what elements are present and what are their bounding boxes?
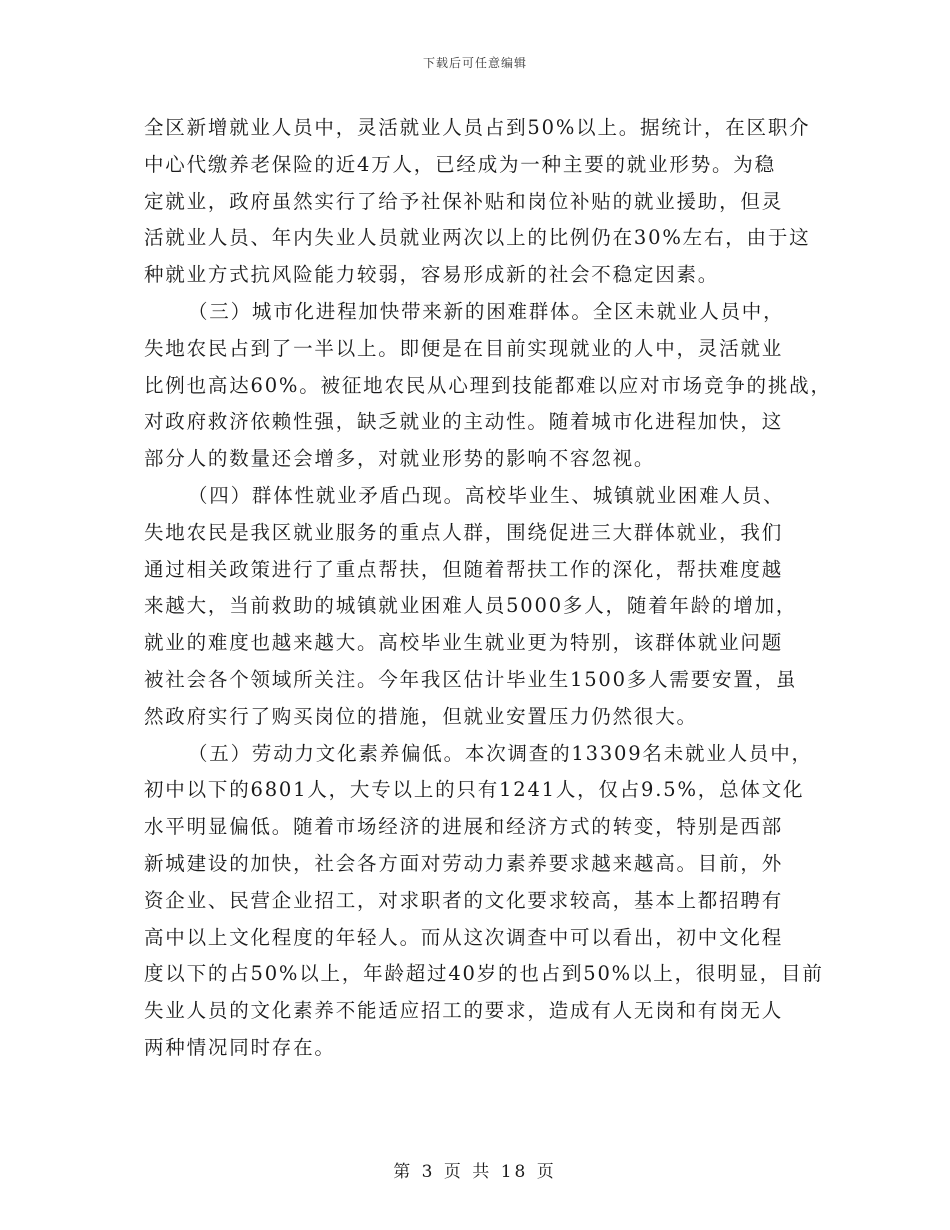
page-header-note: 下载后可任意编辑: [422, 56, 527, 70]
text-line: 部分人的数量还会增多，对就业形势的影响不容忽视。: [144, 447, 656, 471]
text-line: 通过相关政策进行了重点帮扶，但随着帮扶工作的深化，帮扶难度越: [144, 557, 784, 581]
text-line: 初中以下的6801人，大专以上的只有1241人，仅占9.5%，总体文化: [144, 778, 805, 802]
text-line: 两种情况同时存在。: [144, 1035, 336, 1059]
text-line: 比例也高达60%。被征地农民从心理到技能都难以应对市场竞争的挑战，: [144, 373, 832, 397]
text-line: 资企业、民营企业招工，对求职者的文化要求较高，基本上都招聘有: [144, 888, 784, 912]
text-line: 失业人员的文化素养不能适应招工的要求，造成有人无岗和有岗无人: [144, 999, 784, 1023]
section-heading-line: （五）劳动力文化素养偏低。本次调查的13309名未就业人员中，: [188, 741, 813, 765]
page-number: 第 3 页 共 18 页: [393, 1162, 557, 1182]
text-line: 被社会各个领域所关注。今年我区估计毕业生1500多人需要安置，虽: [144, 667, 798, 691]
text-line: 水平明显偏低。随着市场经济的进展和经济方式的转变，特别是西部: [144, 815, 784, 839]
text-line: 来越大，当前救助的城镇就业困难人员5000多人，随着年龄的增加，: [144, 594, 798, 618]
text-line: 失地农民是我区就业服务的重点人群，围绕促进三大群体就业，我们: [144, 520, 784, 544]
text-line: 定就业，政府虽然实行了给予社保补贴和岗位补贴的就业援助，但灵: [144, 189, 784, 213]
text-line: 度以下的占50%以上，年龄超过40岁的也占到50%以上，很明显，目前: [144, 962, 824, 986]
text-line: 全区新增就业人员中，灵活就业人员占到50%以上。据统计，在区职介: [144, 116, 811, 139]
section-heading-line: （三）城市化进程加快带来新的困难群体。全区未就业人员中，: [188, 299, 785, 323]
text-line: 高中以上文化程度的年轻人。而从这次调查中可以看出，初中文化程: [144, 925, 784, 949]
text-line: 活就业人员、年内失业人员就业两次以上的比例仍在30%左右，由于这: [144, 226, 811, 250]
document-body: [144, 110, 844, 1067]
section-heading-line: （四）群体性就业矛盾凸现。高校毕业生、城镇就业困难人员、: [188, 483, 785, 507]
text-line: 中心代缴养老保险的近4万人，已经成为一种主要的就业形势。为稳: [144, 152, 776, 176]
text-line: 对政府救济依赖性强，缺乏就业的主动性。随着城市化进程加快，这: [144, 410, 784, 434]
text-line: 就业的难度也越来越大。高校毕业生就业更为特别，该群体就业问题: [144, 631, 784, 655]
text-line: 新城建设的加快，社会各方面对劳动力素养要求越来越高。目前，外: [144, 851, 784, 875]
text-line: 失地农民占到了一半以上。即便是在目前实现就业的人中，灵活就业: [144, 336, 784, 360]
text-line: 然政府实行了购买岗位的措施，但就业安置压力仍然很大。: [144, 704, 698, 728]
text-line: 种就业方式抗风险能力较弱，容易形成新的社会不稳定因素。: [144, 263, 720, 287]
